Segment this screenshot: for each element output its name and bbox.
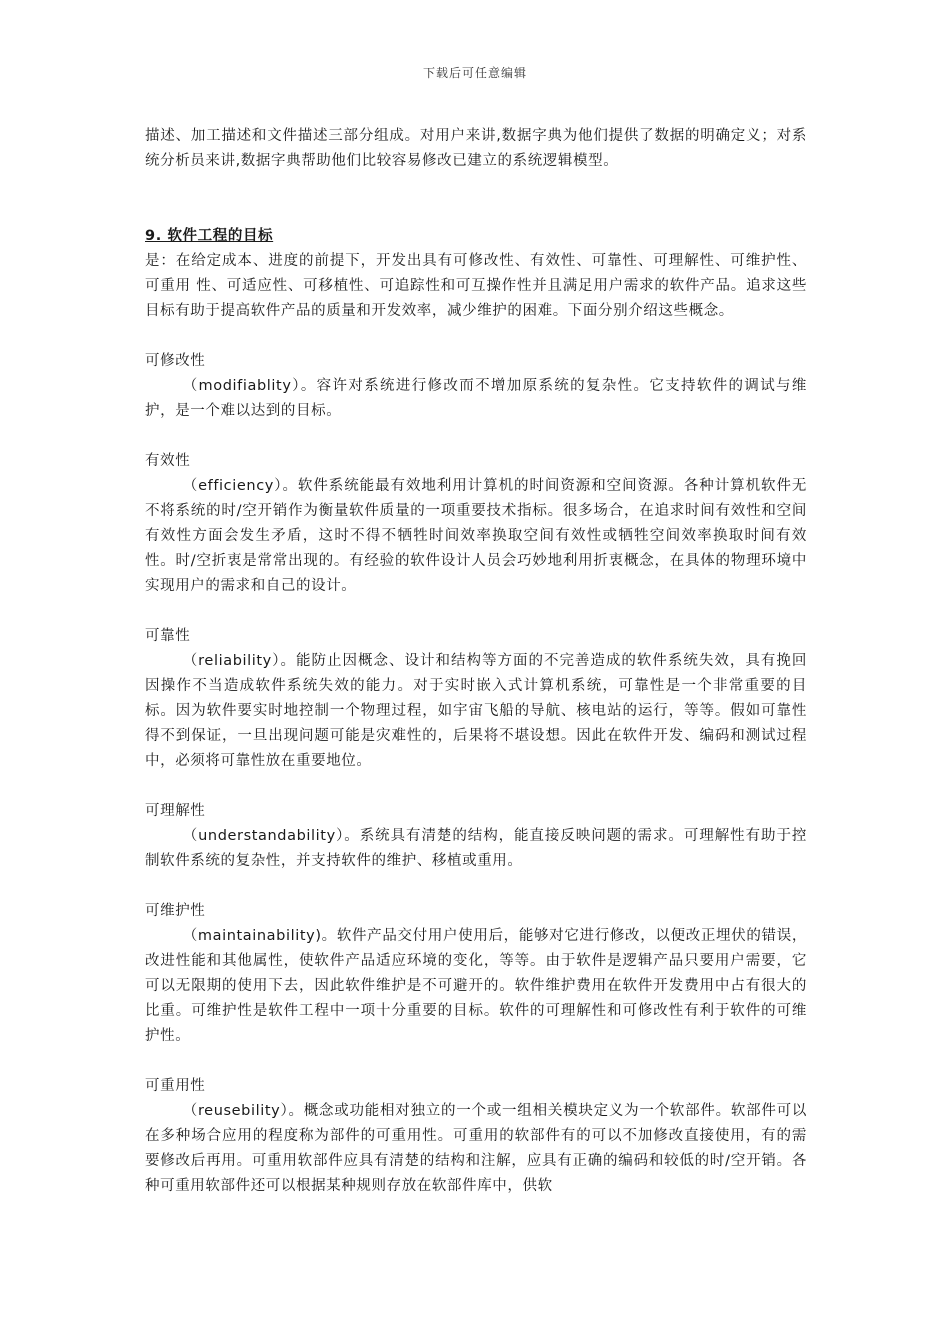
page-header: 下载后可任意编辑 bbox=[422, 66, 527, 80]
goal-heading-reusability: 可重用性 bbox=[145, 1078, 206, 1094]
goal-heading-reliability: 可靠性 bbox=[145, 628, 191, 644]
section-intro: 是：在给定成本、进度的前提下，开发出具有可修改性、有效性、可靠性、可理解性、可维护性、可重用 性、可适应性、可移植性、可追踪性和可互操作性并且满足用户需求的软件产品。追求这些目标有助于提高软件产品的质量和开发效率，减少维护的困难。下面分别介绍这些概念。 bbox=[145, 253, 807, 319]
goal-heading-understandability: 可理解性 bbox=[145, 803, 206, 819]
goal-body-reliability: （reliability）。能防止因概念、设计和结构等方面的不完善造成的软件系统失效，具有挽回因操作不当造成软件系统失效的能力。对于实时嵌入式计算机系统，可靠性是一个非常重要的目标。因为软件要实时地控制一个物理过程，如宇宙飞船的导航、核电站的运行，等等。假如可靠性得不到保证，一旦出现问题可能是灾难性的，后果将不堪设想。因此在软件开发、编码和测试过程中，必须将可靠性放在重要地位。 bbox=[145, 653, 807, 769]
goal-body-understandability: （understandability）。系统具有清楚的结构，能直接反映问题的需求。可理解性有助于控制软件系统的复杂性，并支持软件的维护、移植或重用。 bbox=[145, 828, 807, 869]
goal-body-reusability: （reusebility）。概念或功能相对独立的一个或一组相关模块定义为一个软部件。软部件可以在多种场合应用的程度称为部件的可重用性。可重用的软部件有的可以不加修改直接使用，有的需要修改后再用。可重用软部件应具有清楚的结构和注解，应具有正确的编码和较低的时/空开销。各种可重用软部件还可以根据某种规则存放在软部件库中，供软 bbox=[145, 1103, 807, 1194]
goal-heading-efficiency: 有效性 bbox=[145, 453, 191, 469]
goal-body-efficiency: （efficiency）。软件系统能最有效地利用计算机的时间资源和空间资源。各种计算机软件无不将系统的时/空开销作为衡量软件质量的一项重要技术指标。很多场合，在追求时间有效性和空间有效性方面会发生矛盾，这时不得不牺牲时间效率换取空间有效性或牺牲空间效率换取时间有效性。时/空折衷是常常出现的。有经验的软件设计人员会巧妙地利用折衷概念，在具体的物理环境中实现用户的需求和自己的设计。 bbox=[145, 478, 807, 594]
document-body bbox=[145, 124, 807, 1199]
goal-body-maintainability: （maintainability)。软件产品交付用户使用后，能够对它进行修改，以便改正埋伏的错误，改进性能和其他属性，使软件产品适应环境的变化，等等。由于软件是逻辑产品只要用户需要，它可以无限期的使用下去，因此软件维护是不可避开的。软件维护费用在软件开发费用中占有很大的比重。可维护性是软件工程中一项十分重要的目标。软件的可理解性和可修改性有利于软件的可维护性。 bbox=[145, 928, 807, 1044]
goal-body-modifiability: （modifiablity）。容许对系统进行修改而不增加原系统的复杂性。它支持软件的调试与维护，是一个难以达到的目标。 bbox=[145, 378, 807, 419]
goal-heading-modifiability: 可修改性 bbox=[145, 353, 206, 369]
goal-heading-maintainability: 可维护性 bbox=[145, 903, 206, 919]
section-title: 9. 软件工程的目标 bbox=[145, 228, 274, 244]
intro-paragraph: 描述、加工描述和文件描述三部分组成。对用户来讲,数据字典为他们提供了数据的明确定义；对系统分析员来讲,数据字典帮助他们比较容易修改已建立的系统逻辑模型。 bbox=[145, 128, 807, 169]
